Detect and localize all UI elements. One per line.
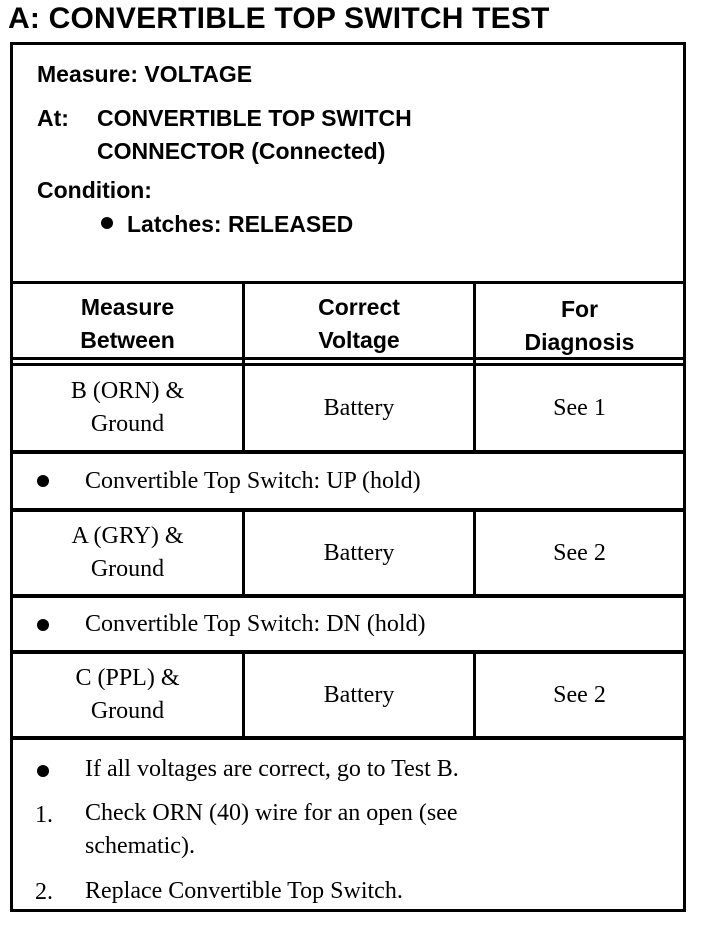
note-item-2	[85, 875, 403, 908]
table-row-1-voltage: Battery	[323, 394, 395, 421]
divider	[13, 594, 683, 598]
note-line: schematic).	[85, 833, 195, 859]
table-row-2-measure	[13, 512, 242, 594]
cell-line: Ground	[90, 411, 165, 437]
note-item-1	[85, 797, 458, 863]
column-divider	[242, 654, 245, 736]
column-divider	[242, 284, 245, 450]
header-line: Diagnosis	[524, 329, 635, 355]
column-divider	[473, 512, 476, 594]
table-row-3-diagnosis: See 2	[553, 681, 606, 708]
spanning-row-up: Convertible Top Switch: UP (hold)	[85, 468, 421, 494]
measure-label: Measure: VOLTAGE	[37, 61, 253, 87]
column-divider	[473, 284, 476, 450]
cell-line: Ground	[90, 556, 165, 582]
divider	[13, 736, 683, 740]
cell-line: C (PPL) &	[75, 665, 180, 691]
cell-line: B (ORN) &	[70, 378, 185, 404]
table-row-1-measure	[13, 366, 242, 450]
table-row-1-diagnosis: See 1	[553, 394, 606, 421]
cell-line: A (GRY) &	[71, 523, 184, 549]
at-location-line1: CONVERTIBLE TOP SWITCH	[97, 105, 412, 131]
bullet-icon	[37, 765, 49, 777]
header-measure-between	[13, 291, 242, 357]
divider	[13, 450, 683, 454]
test-box	[10, 42, 686, 912]
bullet-icon	[37, 619, 49, 631]
header-line: Measure	[80, 294, 175, 320]
note-number: 1.	[35, 802, 53, 828]
spanning-row-dn: Convertible Top Switch: DN (hold)	[85, 611, 426, 637]
note-bullet: If all voltages are correct, go to Test B.	[85, 756, 459, 782]
header-line: Voltage	[318, 327, 400, 353]
note-line: Replace Convertible Top Switch.	[85, 878, 403, 904]
bullet-icon	[37, 475, 49, 487]
at-location-line2: CONNECTOR (Connected)	[97, 138, 386, 164]
column-divider	[473, 654, 476, 736]
at-label: At:	[37, 105, 69, 131]
condition-label: Condition:	[37, 177, 152, 203]
column-divider	[242, 512, 245, 594]
note-line: Check ORN (40) wire for an open (see	[85, 800, 458, 826]
header-line: Between	[80, 327, 175, 353]
header-line: For	[560, 296, 599, 322]
cell-line: Ground	[90, 698, 165, 724]
condition-item: Latches: RELEASED	[127, 211, 354, 237]
header-line: Correct	[318, 294, 400, 320]
conditions-section	[13, 45, 683, 281]
table-row-2-voltage: Battery	[323, 539, 395, 566]
header-correct-voltage	[245, 291, 473, 357]
header-for-diagnosis	[476, 293, 683, 359]
divider	[13, 281, 683, 284]
table-row-2-diagnosis: See 2	[553, 539, 606, 566]
note-number: 2.	[35, 879, 53, 905]
divider	[13, 357, 683, 360]
test-title: A: CONVERTIBLE TOP SWITCH TEST	[8, 2, 550, 35]
table-row-3-voltage: Battery	[323, 681, 395, 708]
bullet-icon	[101, 217, 113, 229]
table-row-3-measure	[13, 654, 242, 736]
